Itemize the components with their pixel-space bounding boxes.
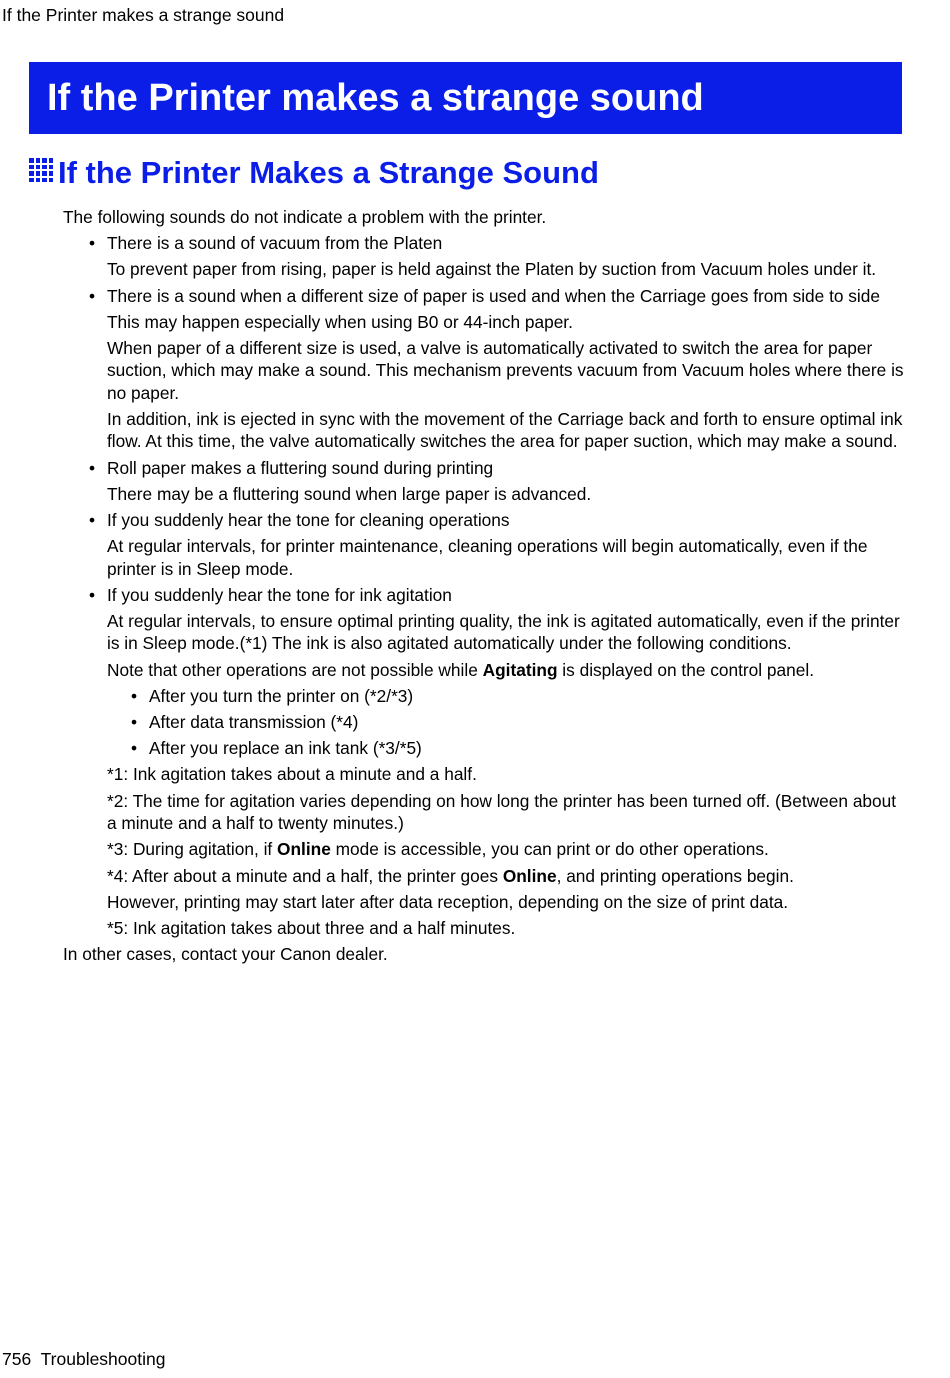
page-number: 756 [2, 1349, 32, 1369]
list-item-agitation: • If you suddenly hear the tone for ink agitation [63, 584, 908, 606]
sub-list-item: • After you turn the printer on (*2/*3) [63, 685, 908, 707]
sub-list-item: • After data transmission (*4) [63, 711, 908, 733]
item-paragraph: To prevent paper from rising, paper is held against the Platen by suction from Vacuum holes under it. [107, 259, 877, 280]
footnote-2: *2: The time for agitation varies depending on how long the printer has been turned off. (Between about a minute and a half to twenty minutes.) [107, 790, 897, 834]
intro-text: The following sounds do not indicate a problem with the printer. [63, 207, 547, 227]
running-header: If the Printer makes a strange sound [2, 5, 285, 25]
section-heading [29, 154, 599, 192]
footnote-text: , and printing operations begin. [556, 865, 794, 886]
footnote-text: *4: After about a minute and a half, the printer goes [107, 865, 503, 886]
item-paragraph: This may happen especially when using B0 or 44-inch paper. [107, 311, 573, 332]
footnote-3 [63, 838, 908, 860]
note-text: is displayed on the control panel. [557, 659, 815, 680]
footnote-5: *5: Ink agitation takes about three and a half minutes. [107, 917, 516, 938]
grid-icon [29, 158, 53, 182]
note-text: Note that other operations are not possible while [107, 659, 483, 680]
title-banner [29, 62, 902, 134]
section-title: If the Printer Makes a Strange Sound [58, 155, 599, 190]
online-label: Online [277, 839, 331, 860]
item-paragraph: At regular intervals, for printer maintenance, cleaning operations will begin automatically, even if the printer is in Sleep mode. [107, 536, 868, 579]
footnote-text: *3: During agitation, if [107, 839, 278, 860]
list-item-fluttering: • Roll paper makes a fluttering sound during printing [63, 457, 908, 479]
footnote-text: mode is accessible, you can print or do other operations. [330, 839, 769, 860]
footnote-1: *1: Ink agitation takes about a minute and a half. [107, 764, 477, 785]
item-paragraph: When paper of a different size is used, a valve is automatically activated to switch the area for paper suction, which may make a sound. This mechanism prevents vacuum from Vacuum holes where there is no paper. [107, 338, 904, 403]
footnote-4-continued: However, printing may start later after data reception, depending on the size of print data. [107, 891, 789, 912]
sub-list-item: • After you replace an ink tank (*3/*5) [63, 737, 908, 759]
list-item-vacuum: • There is a sound of vacuum from the Platen [63, 232, 908, 254]
footer-section: Troubleshooting [40, 1349, 166, 1369]
closing-text: In other cases, contact your Canon dealer. [63, 944, 388, 965]
footnote-4 [63, 865, 908, 887]
item-paragraph: There may be a fluttering sound when large paper is advanced. [107, 483, 592, 504]
page-title: If the Printer makes a strange sound [47, 77, 704, 119]
item-paragraph: At regular intervals, to ensure optimal printing quality, the ink is agitated automatically, even if the printer is in Sleep mode.(*1) The ink is also agitated automatically under the following conditions. [107, 611, 900, 654]
list-item-paper-size: • There is a sound when a different size of paper is used and when the Carriage goes from side to side [63, 285, 908, 307]
list-item-cleaning: • If you suddenly hear the tone for cleaning operations [63, 509, 908, 531]
online-label: Online [502, 865, 557, 886]
body-content [63, 206, 908, 966]
agitating-label: Agitating [482, 659, 558, 680]
page-footer [2, 1348, 165, 1370]
item-paragraph: In addition, ink is ejected in sync with the movement of the Carriage back and forth to ensure optimal ink flow. At this time, the valve automatically switches the area for paper suction, which may make a sound. [107, 409, 903, 452]
agitating-note [63, 659, 908, 681]
